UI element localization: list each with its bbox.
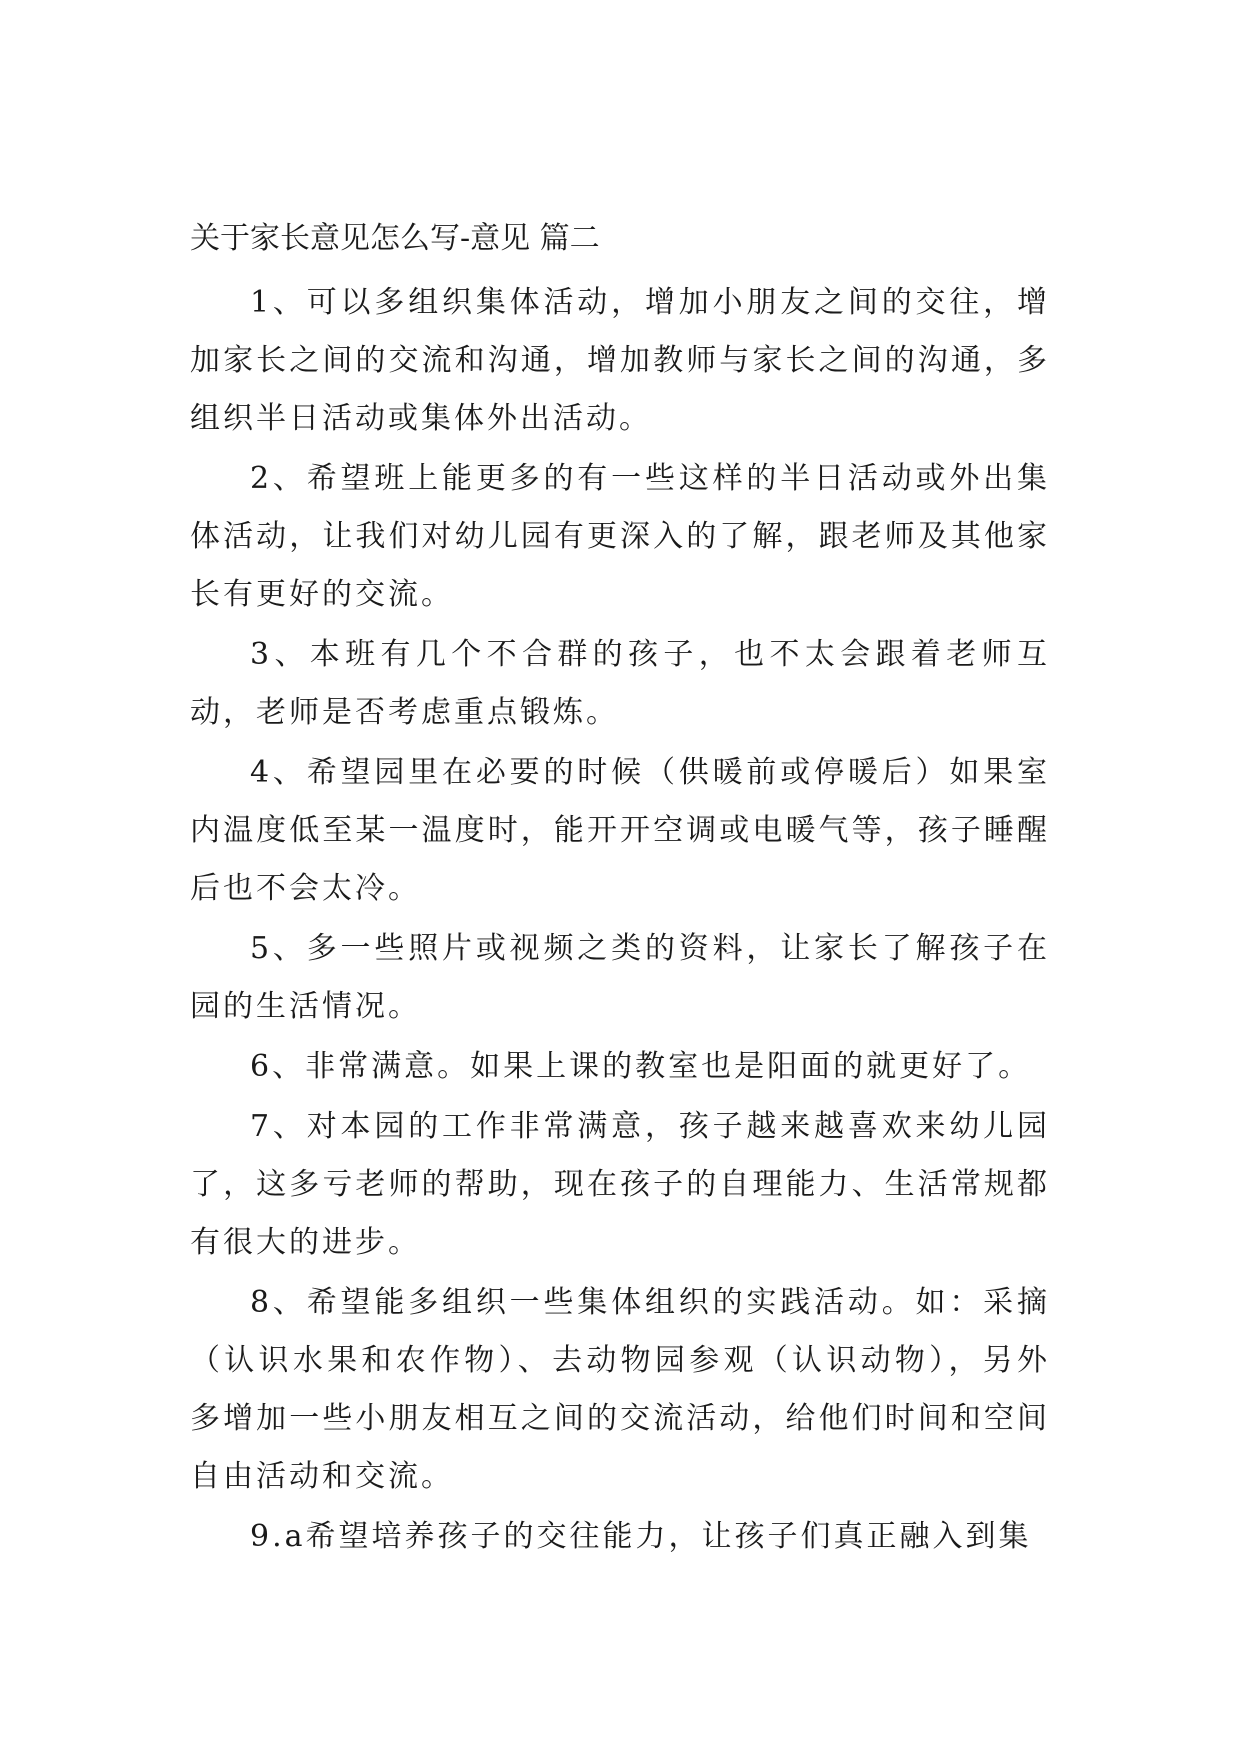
paragraph-6: 6、非常满意。如果上课的教室也是阳面的就更好了。 xyxy=(250,1049,1032,1084)
document-body xyxy=(190,218,1050,1568)
paragraph-2: 2、希望班上能更多的有一些这样的半日活动或外出集体活动，让我们对幼儿园有更深入的了解，跟老师及其他家长有更好的交流。 xyxy=(190,461,1050,612)
document-title: 关于家长意见怎么写-意见 篇二 xyxy=(190,221,600,256)
paragraph-5: 5、多一些照片或视频之类的资料，让家长了解孩子在园的生活情况。 xyxy=(190,931,1050,1024)
paragraph-9: 9.a希望培养孩子的交往能力，让孩子们真正融入到集 xyxy=(250,1519,1032,1554)
paragraph-7: 7、对本园的工作非常满意，孩子越来越喜欢来幼儿园了，这多亏老师的帮助，现在孩子的自理能力、生活常规都有很大的进步。 xyxy=(190,1109,1050,1260)
paragraph-4: 4、希望园里在必要的时候（供暖前或停暖后）如果室内温度低至某一温度时，能开开空调或电暖气等，孩子睡醒后也不会太冷。 xyxy=(190,755,1050,906)
paragraph-1: 1、可以多组织集体活动，增加小朋友之间的交往，增加家长之间的交流和沟通，增加教师与家长之间的沟通，多组织半日活动或集体外出活动。 xyxy=(190,285,1050,436)
paragraph-8: 8、希望能多组织一些集体组织的实践活动。如：采摘（认识水果和农作物）、去动物园参观（认识动物），另外多增加一些小朋友相互之间的交流活动，给他们时间和空间自由活动和交流。 xyxy=(190,1285,1050,1494)
paragraph-3: 3、本班有几个不合群的孩子，也不太会跟着老师互动，老师是否考虑重点锻炼。 xyxy=(190,637,1050,730)
